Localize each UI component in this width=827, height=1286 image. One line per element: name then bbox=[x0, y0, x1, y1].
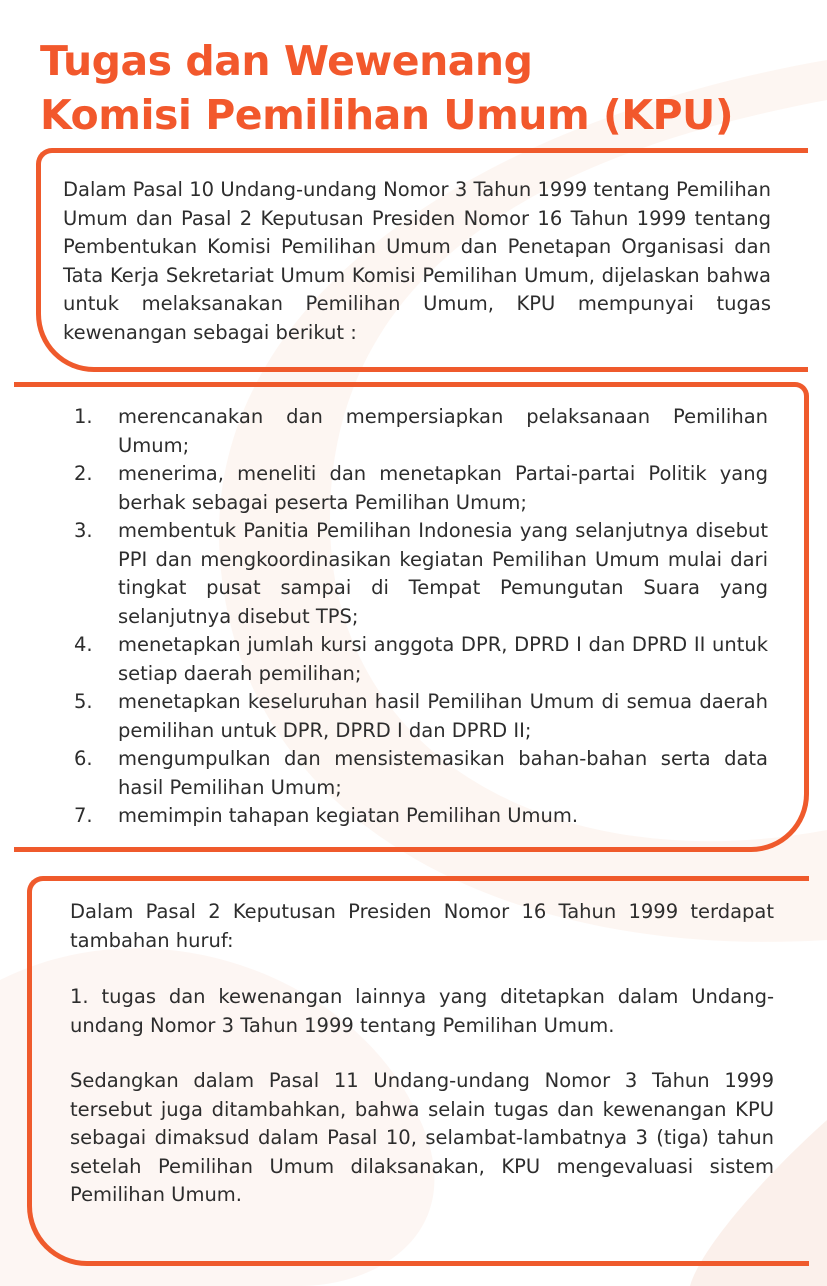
list-item-text: memimpin tahapan kegiatan Pemilihan Umum. bbox=[118, 804, 579, 827]
list-item-number: 2. bbox=[74, 462, 93, 485]
list-item bbox=[74, 688, 768, 745]
list-item-text: menetapkan keseluruhan hasil Pemilihan Umum di semua daerah pemilihan untuk DPR, DPRD I dan DPRD II; bbox=[118, 690, 768, 742]
list-item bbox=[74, 745, 768, 802]
list-item-number: 1. bbox=[74, 405, 93, 428]
list-item-number: 6. bbox=[74, 747, 93, 770]
duties-list bbox=[74, 403, 768, 831]
page-title bbox=[40, 34, 733, 142]
list-item bbox=[74, 517, 768, 631]
list-item bbox=[74, 403, 768, 460]
list-item-text: merencanakan dan mempersiapkan pelaksanaan Pemilihan Umum; bbox=[118, 405, 768, 457]
list-item-text: mengumpulkan dan mensistemasikan bahan-bahan serta data hasil Pemilihan Umum; bbox=[118, 747, 768, 799]
list-item bbox=[74, 631, 768, 688]
title-line-1: Tugas dan Wewenang bbox=[40, 37, 533, 85]
list-item-number: 7. bbox=[74, 804, 93, 827]
list-item-text: membentuk Panitia Pemilihan Indonesia yang selanjutnya disebut PPI dan mengkoordinasikan kegiatan Pemilihan Umum mulai dari tingkat pusat sampai di Tempat Pemungutan Suara yang selanjutnya disebut TPS; bbox=[118, 519, 768, 628]
additional-paragraph-2: 1. tugas dan kewenangan lainnya yang ditetapkan dalam Undang-undang Nomor 3 Tahun 1999 tentang Pemilihan Umum. bbox=[70, 985, 774, 1037]
list-item-text: menerima, meneliti dan menetapkan Partai-partai Politik yang berhak sebagai peserta Pemilihan Umum; bbox=[118, 462, 768, 514]
list-item-number: 5. bbox=[74, 690, 93, 713]
list-item-number: 3. bbox=[74, 519, 93, 542]
additional-paragraph-1: Dalam Pasal 2 Keputusan Presiden Nomor 16 Tahun 1999 terdapat tambahan huruf: bbox=[70, 900, 774, 952]
list-item-number: 4. bbox=[74, 633, 93, 656]
list-item bbox=[74, 802, 768, 831]
additional-paragraph-3: Sedangkan dalam Pasal 11 Undang-undang Nomor 3 Tahun 1999 tersebut juga ditambahkan, bahwa selain tugas dan kewenangan KPU sebagai dimaksud dalam Pasal 10, selambat-lambatnya 3 (tiga) tahun setelah Pemilihan Umum dilaksanakan, KPU mengevaluasi sistem Pemilihan Umum. bbox=[70, 1069, 774, 1206]
intro-paragraph: Dalam Pasal 10 Undang-undang Nomor 3 Tahun 1999 tentang Pemilihan Umum dan Pasal 2 Keputusan Presiden Nomor 16 Tahun 1999 tentang Pembentukan Komisi Pemilihan Umum dan Penetapan Organisasi dan Tata Kerja Sekretariat Umum Komisi Pemilihan Umum, dijelaskan bahwa untuk melaksanakan Pemilihan Umum, KPU mempunyai tugas kewenangan sebagai berikut : bbox=[63, 178, 771, 344]
list-item-text: menetapkan jumlah kursi anggota DPR, DPRD I dan DPRD II untuk setiap daerah pemilihan; bbox=[118, 633, 768, 685]
title-line-2: Komisi Pemilihan Umum (KPU) bbox=[40, 91, 734, 139]
list-item bbox=[74, 460, 768, 517]
